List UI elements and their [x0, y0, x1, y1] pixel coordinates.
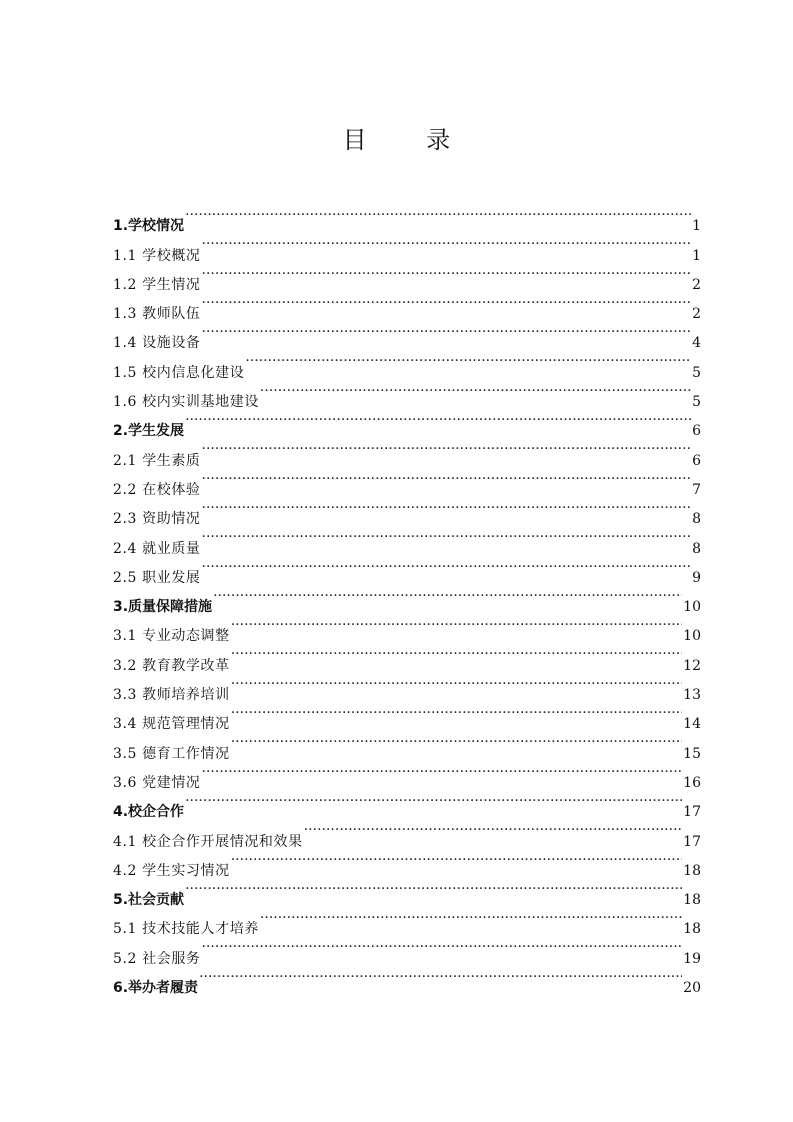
- toc-leader-dots: [202, 465, 692, 494]
- toc-leader-dots: [202, 758, 683, 787]
- toc-entry-page-number: 16: [683, 774, 701, 791]
- toc-leader-dots: [260, 904, 682, 933]
- toc-leader-dots: [231, 846, 682, 875]
- toc-leader-dots: [231, 670, 682, 699]
- toc-entry-page-number: 5: [692, 364, 701, 381]
- toc-entry-label: 1.5 校内信息化建设: [113, 364, 245, 381]
- toc-leader-dots: [202, 494, 692, 523]
- toc-entry-page-number: 18: [683, 892, 701, 909]
- toc-entry-page-number: 9: [692, 569, 701, 586]
- toc-leader-dots: [185, 875, 682, 904]
- toc-entry[interactable]: [113, 465, 701, 498]
- toc-entry-label: 1.4 设施设备: [113, 335, 201, 352]
- toc-entry-page-number: 10: [683, 599, 701, 616]
- toc-entry-label: 3.3 教师培养培训: [113, 687, 230, 704]
- toc-entry-label: 2.4 就业质量: [113, 540, 201, 557]
- toc-entry[interactable]: [113, 758, 701, 791]
- toc-entry[interactable]: [113, 201, 701, 235]
- toc-entry-label: 1.3 教师队伍: [113, 306, 201, 323]
- toc-entry-page-number: 2: [692, 276, 701, 293]
- toc-entry-label: 5.1 技术技能人才培养: [113, 921, 259, 938]
- toc-entry-page-number: 6: [692, 452, 701, 469]
- toc-entry[interactable]: [113, 230, 701, 264]
- toc-entry-page-number: 8: [692, 511, 701, 528]
- toc-entry-label: 2.1 学生素质: [113, 452, 201, 469]
- toc-entry-label: 3.2 教育教学改革: [113, 657, 230, 674]
- toc-entry[interactable]: [113, 582, 701, 616]
- toc-leader-dots: [202, 289, 692, 318]
- toc-entry[interactable]: [113, 406, 701, 440]
- toc-leader-dots: [202, 260, 692, 289]
- toc-entry-label: 5.2 社会服务: [113, 950, 201, 967]
- toc-entry-page-number: 17: [683, 804, 701, 821]
- toc-entry-label: 1.学校情况: [113, 218, 185, 235]
- toc-entry-page-number: 17: [683, 833, 701, 850]
- toc-entry-page-number: 15: [683, 745, 701, 762]
- toc-leader-dots: [202, 553, 692, 582]
- toc-entry-label: 1.2 学生情况: [113, 276, 201, 293]
- toc-entry-label: 2.3 资助情况: [113, 511, 201, 528]
- toc-leader-dots: [231, 728, 682, 757]
- toc-entry-label: 3.4 规范管理情况: [113, 716, 230, 733]
- toc-entry-page-number: 8: [692, 540, 701, 557]
- toc-leader-dots: [185, 787, 682, 816]
- toc-leader-dots: [199, 963, 682, 992]
- toc-entry-label: 3.质量保障措施: [113, 599, 213, 616]
- toc-entry[interactable]: [113, 787, 701, 821]
- toc-entry-page-number: 1: [692, 218, 701, 235]
- toc-entry-label: 1.1 学校概况: [113, 247, 201, 264]
- toc-entry-page-number: 18: [683, 862, 701, 879]
- toc-leader-dots: [202, 230, 692, 259]
- toc-leader-dots: [260, 377, 691, 406]
- toc-leader-dots: [304, 816, 682, 845]
- toc-entry-page-number: 10: [683, 628, 701, 645]
- toc-entry-page-number: 5: [692, 394, 701, 411]
- toc-leader-dots: [231, 611, 682, 640]
- toc-entry-page-number: 1: [692, 247, 701, 264]
- toc-leader-dots: [202, 318, 692, 347]
- toc-entry-label: 4.1 校企合作开展情况和效果: [113, 833, 303, 850]
- toc-leader-dots: [202, 435, 692, 464]
- toc-entry[interactable]: [113, 289, 701, 323]
- toc-entry-page-number: 6: [692, 423, 701, 440]
- toc-entry-label: 2.5 职业发展: [113, 569, 201, 586]
- toc-entry-label: 1.6 校内实训基地建设: [113, 394, 259, 411]
- toc-entry[interactable]: [113, 435, 701, 469]
- toc-entry-page-number: 20: [683, 980, 701, 997]
- toc-entry-label: 2.2 在校体验: [113, 481, 201, 498]
- toc-entry-label: 3.5 德育工作情况: [113, 745, 230, 762]
- toc-leader-dots: [245, 347, 691, 376]
- toc-entry[interactable]: [113, 963, 701, 997]
- toc-entry-label: 3.1 专业动态调整: [113, 628, 230, 645]
- toc-entry[interactable]: [113, 523, 701, 557]
- toc-leader-dots: [202, 523, 692, 552]
- toc-entry-label: 2.学生发展: [113, 423, 185, 440]
- toc-entry-page-number: 19: [683, 950, 701, 967]
- toc-entry-page-number: 18: [683, 921, 701, 938]
- page-title: 目 录: [342, 126, 477, 154]
- toc-leader-dots: [231, 699, 682, 728]
- toc-entry[interactable]: [113, 875, 701, 909]
- toc-leader-dots: [185, 201, 691, 230]
- toc-entry-page-number: 4: [692, 335, 701, 352]
- toc-entry[interactable]: [113, 494, 701, 528]
- toc-entry-page-number: 12: [683, 657, 701, 674]
- toc-entry-label: 5.社会贡献: [113, 892, 185, 909]
- toc-entry-label: 4.2 学生实习情况: [113, 862, 230, 879]
- toc-leader-dots: [185, 406, 691, 435]
- toc-entry[interactable]: [113, 816, 701, 850]
- toc-entry-label: 4.校企合作: [113, 804, 185, 821]
- toc-leader-dots: [202, 933, 683, 962]
- table-of-contents: [113, 201, 701, 997]
- toc-entry[interactable]: [113, 347, 701, 381]
- toc-leader-dots: [213, 582, 682, 611]
- toc-entry-page-number: 14: [683, 716, 701, 733]
- toc-leader-dots: [231, 640, 682, 669]
- toc-entry[interactable]: [113, 318, 701, 352]
- toc-entry-label: 6.举办者履责: [113, 980, 199, 997]
- toc-entry[interactable]: [113, 553, 701, 586]
- toc-entry-label: 3.6 党建情况: [113, 774, 201, 791]
- toc-entry[interactable]: [113, 933, 701, 967]
- toc-entry-page-number: 13: [683, 687, 701, 704]
- toc-entry-page-number: 2: [692, 306, 701, 323]
- toc-entry-page-number: 7: [692, 481, 701, 498]
- toc-entry[interactable]: [113, 260, 701, 293]
- toc-entry[interactable]: [113, 904, 701, 938]
